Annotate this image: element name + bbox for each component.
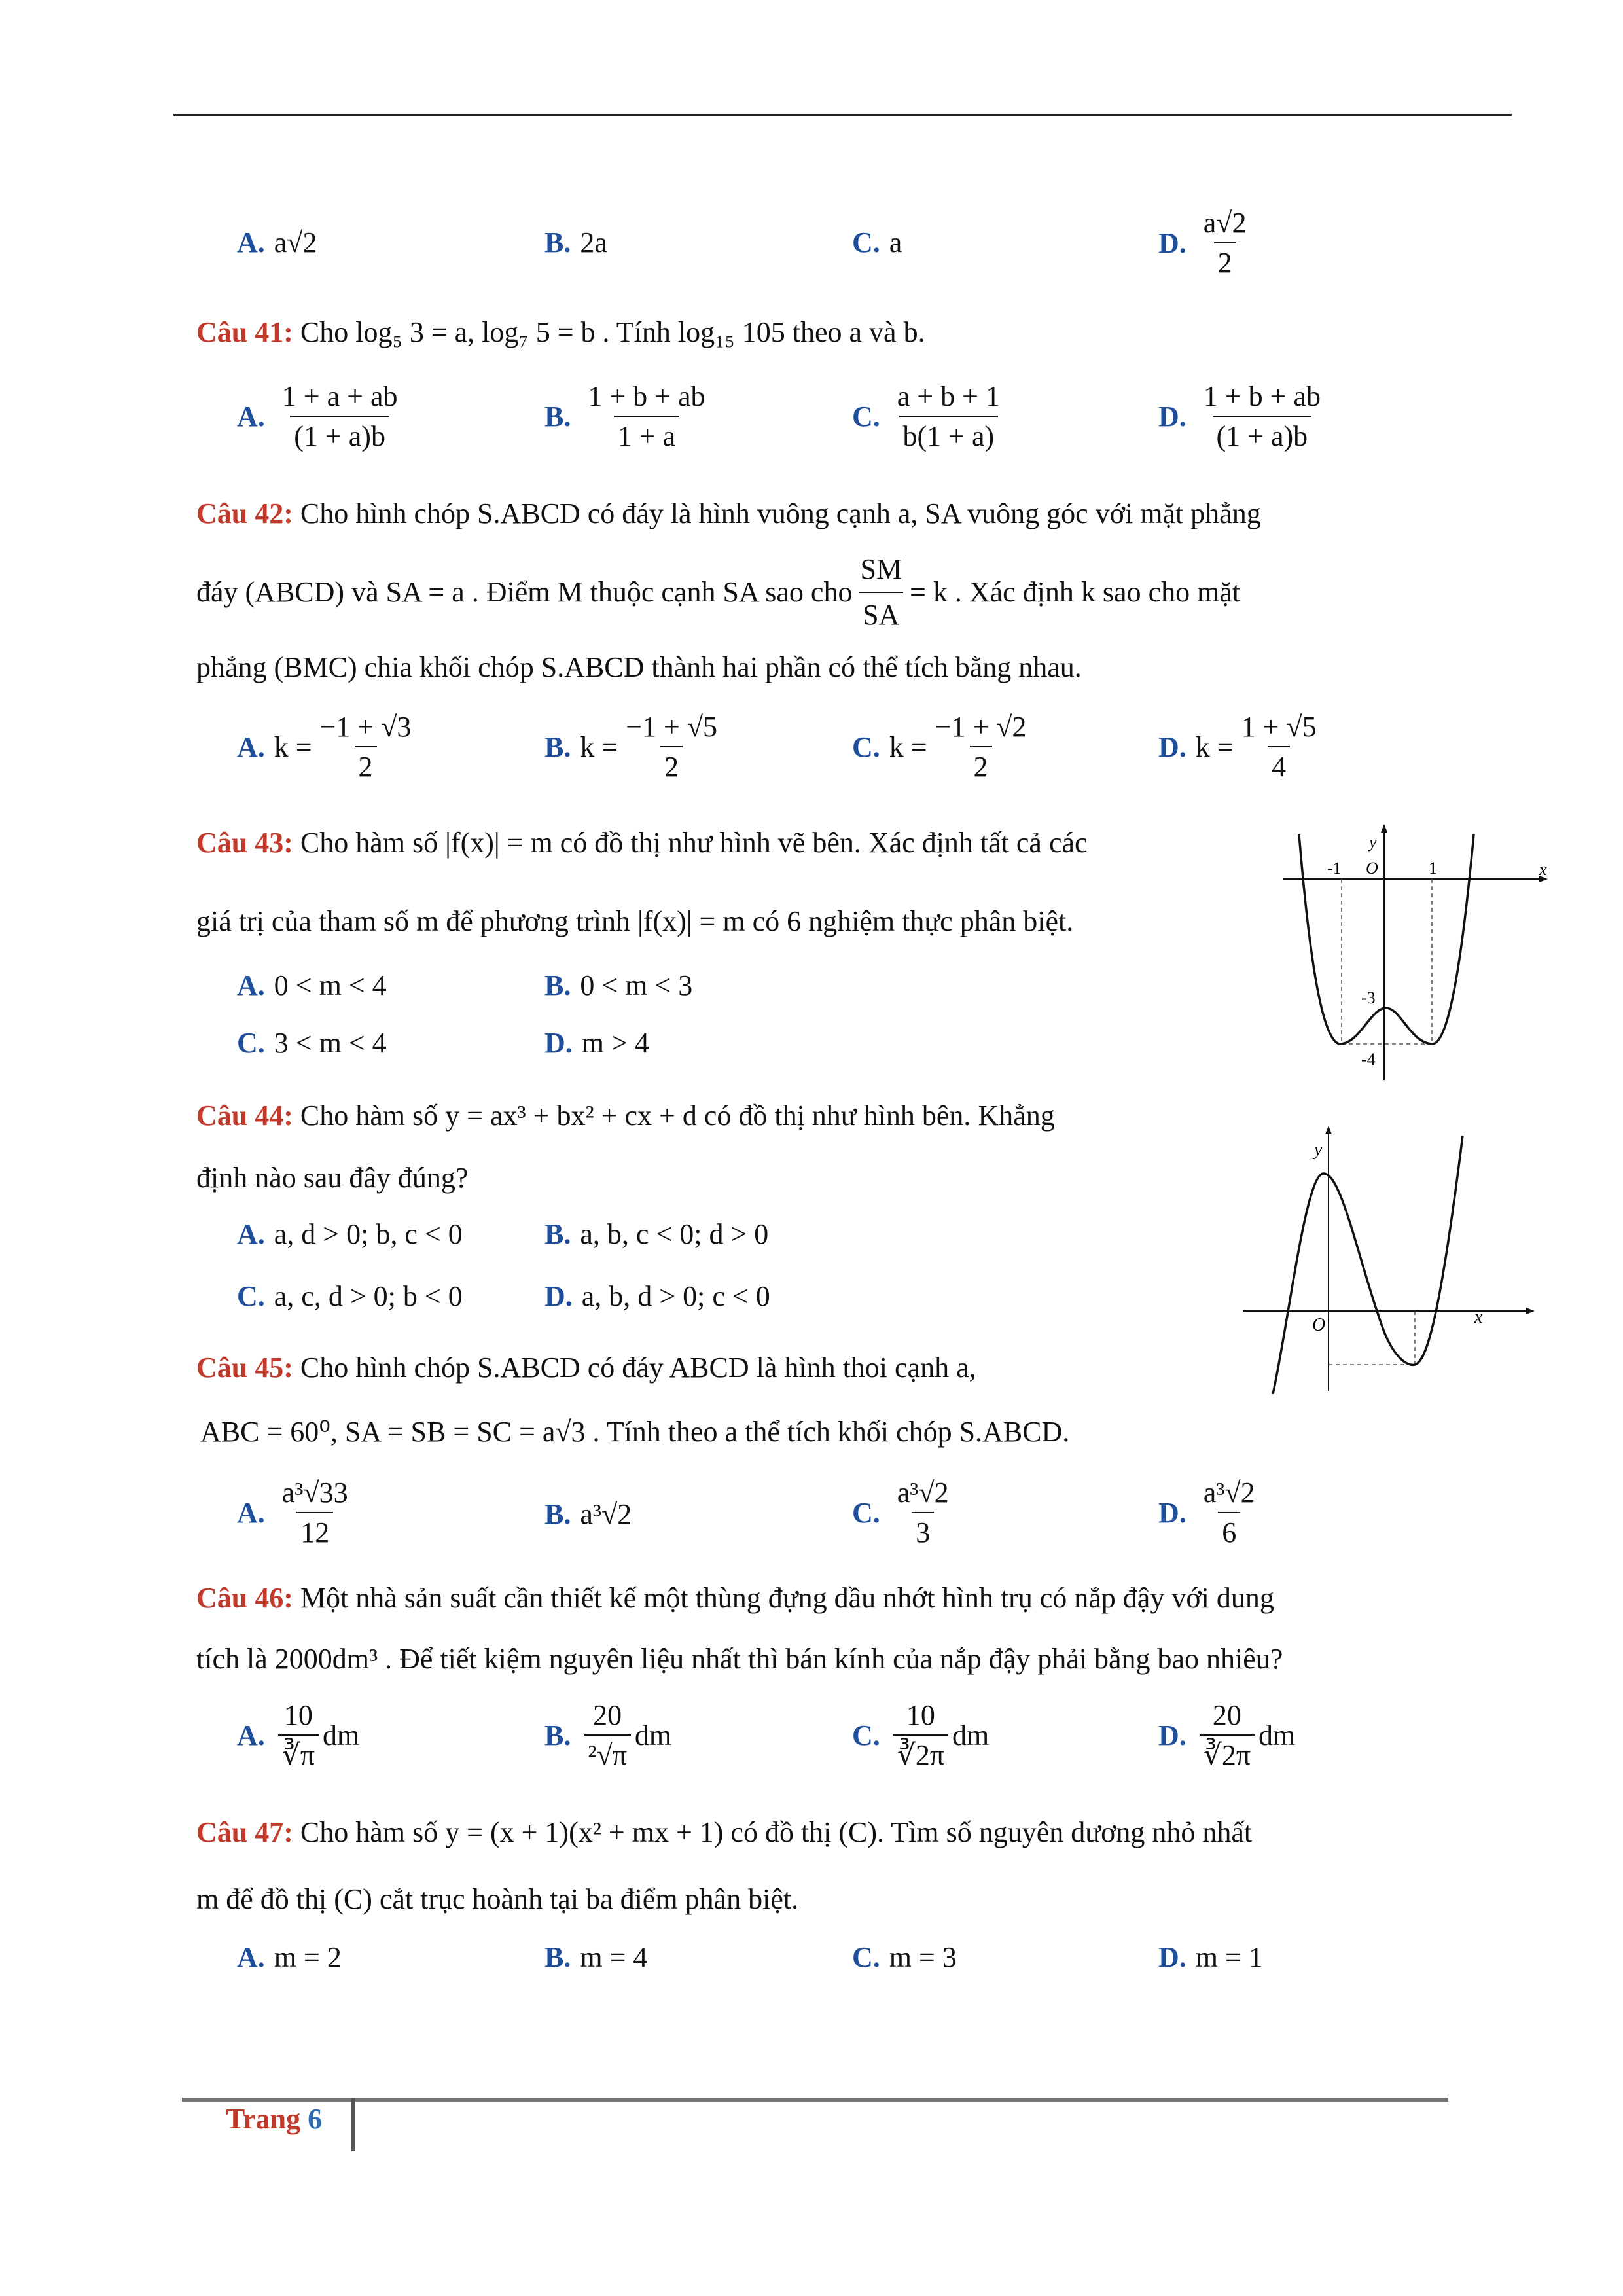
q42-option-d: D. k = $\frac{1 + √5}{4}$	[1158, 711, 1317, 783]
footer-rule	[182, 2098, 1448, 2102]
q40-option-a: A. a√2	[237, 226, 317, 259]
header-rule	[173, 114, 1512, 116]
x-axis-label: x	[1539, 860, 1547, 879]
q43-stem-line1: Câu 43: Cho hàm số |f(x)| = m có đồ thị như hình vẽ bên. Xác định tất cả các	[196, 827, 1088, 859]
fraction: $\frac{a√2}{2}$	[1203, 207, 1247, 279]
q46-stem-line1: Câu 46: Một nhà sản suất cần thiết kế một thùng đựng dầu nhớt hình trụ có nắp đậy với dung	[196, 1582, 1274, 1614]
q42-option-a: A. k = $\frac{-1 + √3}{2}$	[237, 711, 412, 783]
y-axis-label: y	[1369, 833, 1377, 852]
q45-option-c: C. $\frac{\text{a³√2}}{3}$	[852, 1477, 949, 1549]
q42-stem-line1: Câu 42: Cho hình chóp S.ABCD có đáy là hình vuông cạnh a, SA vuông góc với mặt phẳng	[196, 497, 1261, 529]
q46-option-a: A. $\frac{10}{∛\pi}$ dm	[237, 1699, 360, 1771]
q43-graph	[1283, 821, 1558, 1083]
q43-option-a: A. 0 < m < 4	[237, 969, 387, 1001]
q42-stem-line2: đáy (ABCD) và SA = a . Điểm M thuộc cạnh SA sao cho $\frac{SM}{SA}$ = k . Xác định k sao cho mặt	[196, 550, 1240, 635]
q40-option-c: C. a	[852, 226, 902, 259]
y-axis-label: y	[1314, 1139, 1323, 1160]
x-axis-label: x	[1474, 1307, 1483, 1327]
q40-option-b: B. 2a	[544, 226, 607, 259]
tick-plus-1: 1	[1429, 859, 1437, 878]
curve	[1299, 834, 1474, 1044]
q43-stem-line2: giá trị của tham số m để phương trình |f(x)| = m có 6 nghiệm thực phân biệt.	[196, 905, 1074, 937]
q45-option-a: A. $\frac{\text{a³√33}}{12}$	[237, 1477, 348, 1549]
q43-option-b: B. 0 < m < 3	[544, 969, 693, 1001]
q45-option-b: B. a³√2	[544, 1498, 632, 1530]
q47-option-c: C. m = 3	[852, 1941, 957, 1973]
q46-stem-line2: tích là 2000dm³ . Để tiết kiệm nguyên liệu nhất thì bán kính của nắp đậy phải bằng bao nhiêu?	[196, 1643, 1283, 1675]
q41-option-d: D. $\frac{1 + b + ab}{(1 + a)b}$	[1158, 380, 1321, 452]
page-footer: Trang 6	[226, 2103, 323, 2135]
q44-stem-line2: định nào sau đây đúng?	[196, 1162, 469, 1194]
q46-option-d: D. $\frac{20}{∛2\pi}$ dm	[1158, 1699, 1296, 1771]
q44-stem-line1: Câu 44: Cho hàm số y = ax³ + bx² + cx + d có đồ thị như hình bên. Khẳng	[196, 1100, 1055, 1132]
q46-option-c: C. $\frac{10}{∛2\pi}$ dm	[852, 1699, 990, 1771]
q47-stem-line2: m để đồ thị (C) cắt trục hoành tại ba điểm phân biệt.	[196, 1883, 799, 1915]
tick-minus-4: -4	[1361, 1050, 1376, 1069]
q47-option-b: B. m = 4	[544, 1941, 648, 1973]
curve	[1273, 1136, 1463, 1394]
q46-option-b: B. $\frac{20}{\text{²√π}}$ dm	[544, 1699, 672, 1771]
q41-option-b: B. $\frac{1 + b + ab}{1 + a}$	[544, 380, 705, 452]
q42-option-c: C. k = $\frac{-1 + √2}{2}$	[852, 711, 1027, 783]
tick-minus-1: -1	[1327, 859, 1342, 878]
footer-divider	[351, 2098, 355, 2151]
q40-option-d: D. $\frac{a√2}{2}$	[1158, 206, 1254, 279]
q44-option-b: B. a, b, c < 0; d > 0	[544, 1218, 769, 1250]
q44-option-d: D. a, b, d > 0; c < 0	[544, 1280, 770, 1312]
origin-label: O	[1366, 859, 1378, 878]
q43-option-d: D. m > 4	[544, 1027, 649, 1059]
q42-stem-line3: phẳng (BMC) chia khối chóp S.ABCD thành hai phần có thể tích bằng nhau.	[196, 651, 1082, 683]
q44-option-c: C. a, c, d > 0; b < 0	[237, 1280, 463, 1312]
q47-stem-line1: Câu 47: Cho hàm số y = (x + 1)(x² + mx + 1) có đồ thị (C). Tìm số nguyên dương nhỏ nhất	[196, 1816, 1253, 1848]
q41-option-a: A. $\frac{1 + a + ab}{(1 + a)b}$	[237, 380, 398, 452]
q47-option-d: D. m = 1	[1158, 1941, 1263, 1973]
q43-option-c: C. 3 < m < 4	[237, 1027, 387, 1059]
tick-minus-3: -3	[1361, 988, 1376, 1007]
origin-label: O	[1312, 1315, 1326, 1335]
q41-option-c: C. $\frac{a + b + 1}{b(1 + a)}$	[852, 380, 1000, 452]
q44-option-a: A. a, d > 0; b, c < 0	[237, 1218, 463, 1250]
q41-stem: Câu 41: Cho log₅ 3 = a, log₇ 5 = b . Tính log₁₅ 105 theo a và b.	[196, 316, 925, 348]
page-number: 6	[308, 2103, 323, 2135]
q47-option-a: A. m = 2	[237, 1941, 342, 1973]
q45-option-d: D. $\frac{\text{a³√2}}{6}$	[1158, 1477, 1255, 1549]
q45-stem-line2: ABC = 60⁰, SA = SB = SC = a√3 . Tính theo a thể tích khối chóp S.ABCD.	[200, 1416, 1070, 1448]
q42-option-b: B. k = $\frac{-1 + √5}{2}$	[544, 711, 717, 783]
q45-stem-line1: Câu 45: Cho hình chóp S.ABCD có đáy ABCD là hình thoi cạnh a,	[196, 1352, 976, 1384]
q44-graph	[1243, 1122, 1538, 1397]
